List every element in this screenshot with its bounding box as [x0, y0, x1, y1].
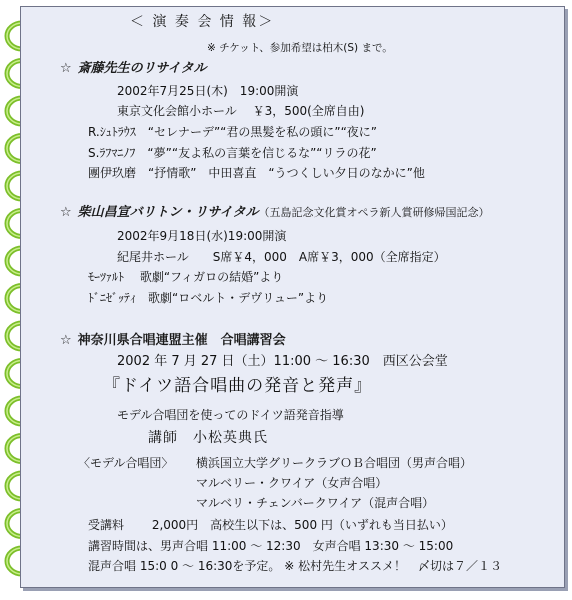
- model-choir-2: マルベリー・クワイア（女声合唱）: [196, 476, 388, 490]
- seminar-fee: 受講料 2,000円 高校生以下は、500 円（いずれも当日払い）: [88, 518, 453, 532]
- ticket-note: ※ チケット、参加希望は柏木(S) まで。: [207, 42, 393, 54]
- seminar-lecturer: 講師 小松英典氏: [148, 430, 268, 446]
- seminar-heading: [60, 333, 286, 349]
- concert1-heading: [60, 61, 207, 77]
- concert1-program-2: S.ﾗﾌﾏﾆﾉﾌ “夢”“友よ私の言葉を信じるな”“リラの花”: [88, 146, 377, 160]
- model-choir-1: 横浜国立大学グリークラブＯＢ合唱団（男声合唱）: [196, 456, 473, 470]
- seminar-description: モデル合唱団を使ってのドイツ語発音指導: [117, 408, 344, 422]
- model-choir-label: 〈モデル合唱団〉: [78, 456, 174, 470]
- seminar-date: 2002 年 7 月 27 日（土）11:00 ～ 16:30 西区公会堂: [117, 354, 448, 369]
- star-icon: ☆: [60, 333, 72, 348]
- concert1-program-3: 團伊玖磨 “抒情歌” 中田喜直 “うつくしい夕日のなかに”他: [88, 166, 425, 180]
- page-title: ＜ 演 奏 会 情 報＞: [130, 14, 275, 30]
- concert2-date: 2002年9月18日(水)19:00開演: [117, 229, 287, 243]
- concert2-title: 柴山昌宣バリトン・リサイタル: [77, 205, 259, 220]
- model-choir-3: マルベリ・チェンバークワイア（混声合唱）: [196, 496, 435, 510]
- concert2-venue: 紀尾井ホール S席￥4，000 A席￥3，000（全席指定）: [117, 250, 446, 264]
- concert1-program-1: R.ｼｭﾄﾗｳｽ “セレナーデ”“君の黒髪を私の頭に”“夜に”: [88, 125, 378, 139]
- concert2-program-2: ﾄﾞﾆｾﾞｯﾃｨ 歌劇“ロベルト・デヴリュー”より: [88, 291, 329, 305]
- concert2-program-1: ﾓｰﾂｧﾙﾄ 歌劇“フィガロの結婚”より: [88, 270, 284, 284]
- star-icon: ☆: [60, 205, 72, 220]
- concert2-subtitle: （五島記念文化賞オペラ新人賞研修帰国記念）: [258, 206, 490, 219]
- seminar-time-2: 混声合唱 15:0 0 ～ 16:30を予定。 ※ 松村先生オススメ！ 〆切は７／１３: [88, 559, 502, 573]
- concert2-heading: [60, 205, 490, 221]
- concert1-title: 斎藤先生のリサイタル: [77, 61, 207, 76]
- seminar-time-1: 講習時間は、男声合唱 11:00 ～ 12:30 女声合唱 13:30 ～ 15:00: [88, 539, 454, 553]
- seminar-title: 神奈川県合唱連盟主催 合唱講習会: [77, 333, 286, 348]
- seminar-theme: 『ドイツ語合唱曲の発音と発声』: [103, 376, 373, 396]
- concert1-date: 2002年7月25日(木) 19:00開演: [117, 84, 299, 98]
- star-icon: ☆: [60, 61, 72, 76]
- concert1-venue: 東京文化会館小ホール ￥3，500(全席自由): [117, 104, 365, 118]
